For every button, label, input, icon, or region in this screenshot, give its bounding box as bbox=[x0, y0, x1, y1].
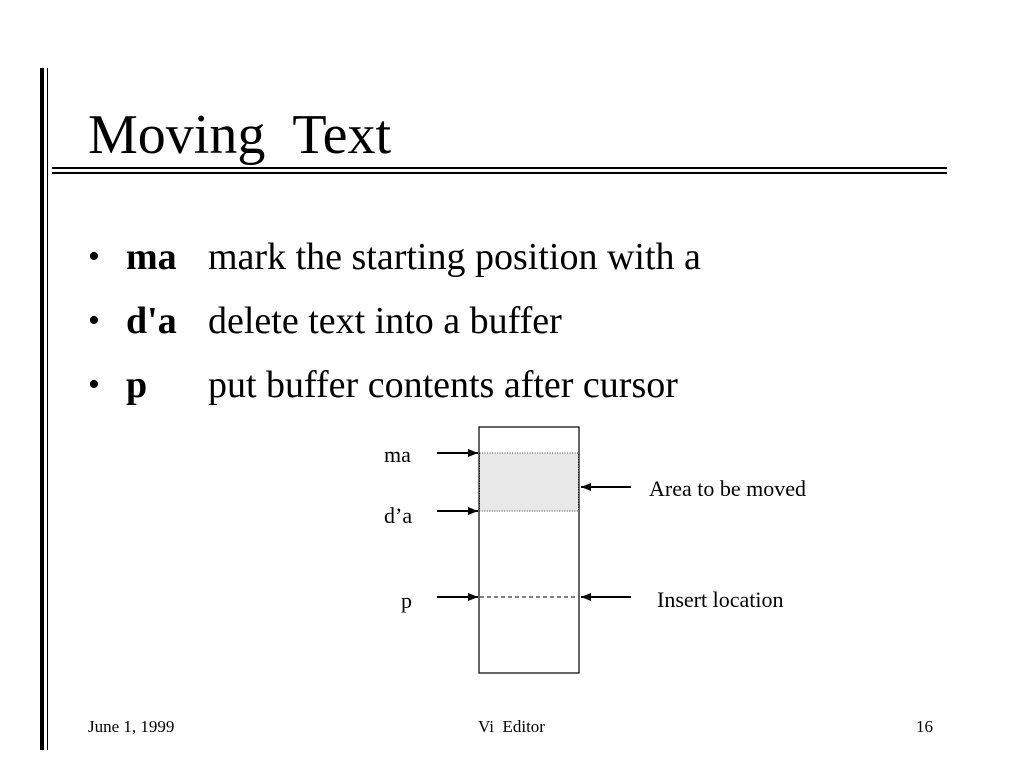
footer-title: Vi Editor bbox=[478, 717, 545, 736]
command-description: mark the starting position with a bbox=[208, 236, 701, 278]
delete-label: d’a bbox=[384, 503, 413, 528]
footer-date: June 1, 1999 bbox=[88, 717, 175, 736]
mark-label: ma bbox=[384, 442, 411, 467]
slide-title: Moving Text bbox=[88, 104, 392, 166]
title-rule-top bbox=[52, 167, 947, 169]
moved-area-highlight bbox=[480, 453, 579, 511]
bullet-dot: • bbox=[88, 238, 100, 275]
area-to-be-moved-label: Area to be moved bbox=[649, 476, 806, 501]
command-name: ma bbox=[126, 236, 177, 278]
title-rule-bottom bbox=[52, 172, 947, 174]
command-description: delete text into a buffer bbox=[208, 300, 562, 342]
left-border-thin bbox=[47, 68, 48, 750]
command-name: d'a bbox=[126, 300, 177, 342]
buffer-box bbox=[479, 427, 579, 673]
put-label: p bbox=[401, 588, 412, 613]
command-description: put buffer contents after cursor bbox=[208, 364, 678, 406]
insert-location-label: Insert location bbox=[657, 587, 784, 612]
page-number: 16 bbox=[916, 717, 933, 736]
bullet-dot: • bbox=[88, 302, 100, 339]
command-name: p bbox=[126, 364, 148, 406]
bullet-dot: • bbox=[88, 366, 100, 403]
left-border-thick bbox=[40, 68, 44, 750]
